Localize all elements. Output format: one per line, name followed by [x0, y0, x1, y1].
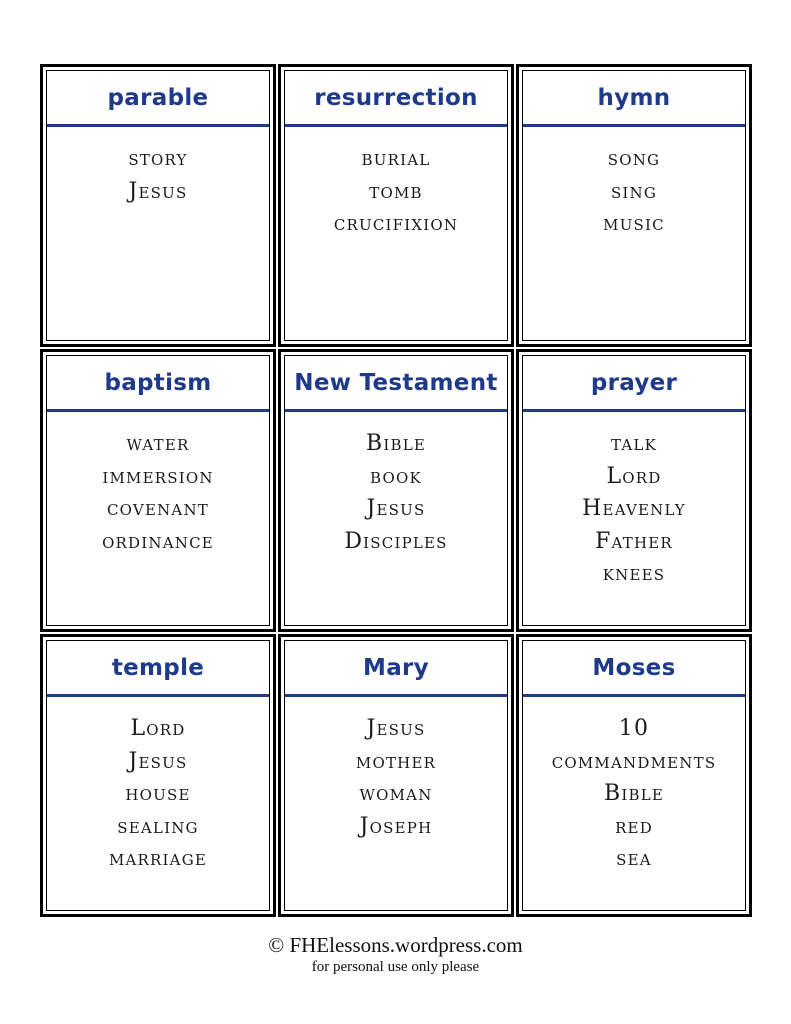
card-inner-border — [522, 640, 746, 911]
forbidden-word: knees — [602, 561, 666, 586]
forbidden-word: house — [125, 781, 191, 806]
card-inner-border — [284, 640, 508, 911]
card-temple — [40, 634, 276, 917]
forbidden-word: talk — [611, 431, 657, 456]
forbidden-word: Lord — [606, 463, 662, 489]
forbidden-word-list — [47, 697, 269, 876]
usage-note: for personal use only please — [311, 959, 480, 975]
card-inner-border — [284, 355, 508, 626]
forbidden-word: song — [607, 146, 661, 171]
copyright-text: © FHElessons.wordpress.com — [268, 933, 523, 957]
forbidden-word-list — [523, 697, 745, 876]
card-title: prayer — [590, 369, 678, 396]
forbidden-word: music — [603, 211, 665, 236]
card-sheet — [40, 64, 752, 917]
forbidden-word: Lord — [130, 716, 186, 741]
forbidden-word: book — [370, 463, 422, 489]
card-baptism — [40, 349, 276, 632]
forbidden-word: sea — [616, 846, 652, 871]
forbidden-word: Joseph — [359, 813, 433, 839]
card-title: parable — [107, 84, 209, 111]
card-title: Mary — [363, 654, 429, 681]
forbidden-word: marriage — [108, 846, 208, 871]
forbidden-word: covenant — [107, 496, 209, 521]
forbidden-word-list — [523, 127, 745, 241]
forbidden-word-list — [285, 127, 507, 241]
card-new-testament — [278, 349, 514, 632]
card-inner-border — [284, 70, 508, 341]
forbidden-word: mother — [355, 748, 437, 774]
card-inner-border — [46, 70, 270, 341]
card-title: hymn — [597, 84, 671, 111]
forbidden-word: Disciples — [344, 528, 448, 554]
forbidden-word: Jesus — [128, 748, 188, 774]
forbidden-word: Jesus — [366, 496, 426, 521]
card-title: resurrection — [314, 84, 478, 111]
forbidden-word: story — [128, 146, 188, 171]
forbidden-word: immersion — [102, 463, 214, 489]
card-prayer — [516, 349, 752, 632]
card-inner-border — [46, 355, 270, 626]
forbidden-word: Father — [595, 528, 673, 554]
forbidden-word: crucifixion — [333, 211, 459, 236]
forbidden-word: Heavenly — [582, 496, 686, 521]
forbidden-word-list — [285, 697, 507, 843]
forbidden-word: tomb — [369, 178, 423, 204]
card-title: baptism — [104, 369, 212, 396]
forbidden-word-list — [285, 412, 507, 558]
forbidden-word: water — [126, 431, 190, 456]
forbidden-word: red — [615, 813, 653, 839]
card-inner-border — [522, 355, 746, 626]
card-inner-border — [46, 640, 270, 911]
card-title: temple — [111, 654, 205, 681]
card-inner-border — [522, 70, 746, 341]
card-title: Moses — [592, 654, 676, 681]
forbidden-word: sealing — [117, 813, 199, 839]
card-title: New Testament — [294, 369, 498, 396]
forbidden-word: 10 — [618, 716, 650, 741]
forbidden-word: Bible — [603, 781, 665, 806]
forbidden-word-list — [47, 412, 269, 558]
forbidden-word: burial — [361, 146, 431, 171]
card-resurrection — [278, 64, 514, 347]
forbidden-word: commandments — [551, 748, 717, 774]
forbidden-word: woman — [359, 781, 433, 806]
card-hymn — [516, 64, 752, 347]
forbidden-word-list — [523, 412, 745, 591]
forbidden-word: Jesus — [128, 178, 188, 204]
forbidden-word: sing — [610, 178, 658, 204]
card-parable — [40, 64, 276, 347]
forbidden-word: ordinance — [102, 528, 214, 554]
forbidden-word: Jesus — [366, 716, 426, 741]
forbidden-word-list — [47, 127, 269, 208]
forbidden-word: Bible — [365, 431, 427, 456]
card-mary — [278, 634, 514, 917]
card-moses — [516, 634, 752, 917]
